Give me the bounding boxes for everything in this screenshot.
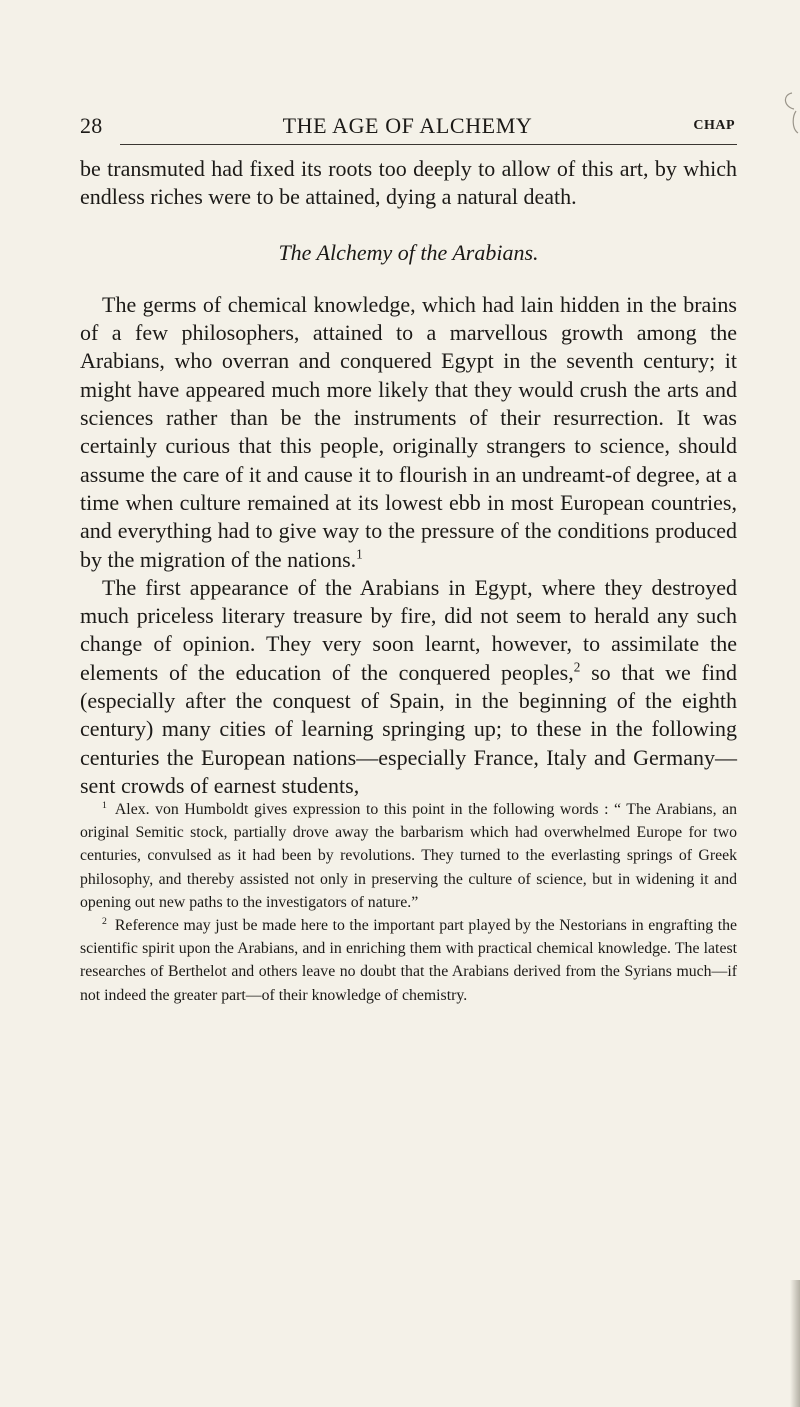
paragraph-3 xyxy=(80,574,737,800)
footnote-1-text: Alex. von Humboldt gives expression to this point in the following words : “ The Arabians, an original Semitic stock, partially drove away the barbarism which had overwhelmed Europe for two centuries, convulsed as it had been by revolutions. They turned to the everlasting springs of Greek philosophy, and thereby assisted not only in preserving the culture of science, but in widening it and opening out new paths to the investigators of nature.” xyxy=(80,801,737,911)
body-text xyxy=(80,155,737,800)
page-number: 28 xyxy=(80,113,103,138)
paragraph-1: be transmuted had fixed its roots too deeply to allow of this art, by which endless riches were to be attained, dying a natural death. xyxy=(80,156,737,210)
chapter-label: CHAP xyxy=(693,118,735,133)
section-heading: The Alchemy of the Arabians. xyxy=(278,239,539,265)
footnote-ref-2: 2 xyxy=(573,659,581,675)
paragraph-3-text-b: so that we find (especially after the conquest of Spain, in the beginning of the eighth century) many cities of learning springing up; to these in the following centuries the European nations—especially France, Italy and Germany—sent crowds of earnest students, xyxy=(80,659,737,798)
page-edge-shadow xyxy=(790,1280,800,1407)
footnotes xyxy=(80,798,737,1007)
paragraph-2-text: The germs of chemical knowledge, which had lain hidden in the brains of a few philosophers, attained to a marvellous growth among the Arabians, who overran and conquered Egypt in the seventh century; it might have appeared much more likely that they would crush the arts and sciences rather than be the instruments of their resurrection. It was certainly curious that this people, originally strangers to science, should assume the care of it and cause it to flourish in an undreamt-of degree, at a time when culture remained at its lowest ebb in most European countries, and everything had to give way to the pressure of the conditions produced by the migration of the nations. xyxy=(80,291,737,572)
footnote-1-marker: 1 xyxy=(102,799,107,811)
running-header xyxy=(80,113,735,145)
footnote-2 xyxy=(80,914,737,1007)
header-rule xyxy=(120,144,737,145)
paragraph-3-text-a: The first appearance of the Arabians in Egypt, where they destroyed much priceless literary treasure by fire, did not seem to herald any such change of opinion. They very soon learnt, however, to assimilate the elements of the education of the conquered peoples, xyxy=(80,574,737,685)
footnote-1 xyxy=(80,798,737,914)
footnote-2-marker: 2 xyxy=(102,915,107,927)
page-edge-mark xyxy=(778,85,800,145)
paragraph-2 xyxy=(80,291,737,574)
footnote-ref-1: 1 xyxy=(356,546,363,562)
footnote-2-text: Reference may just be made here to the important part played by the Nestorians in engrafting the scientific spirit upon the Arabians, and in enriching them with practical chemical knowledge. The latest researches of Berthelot and others leave no doubt that the Arabians derived from the Syrians much—if not indeed the greater part—of their knowledge of chemistry. xyxy=(80,917,737,1004)
running-title: THE AGE OF ALCHEMY xyxy=(282,113,533,138)
